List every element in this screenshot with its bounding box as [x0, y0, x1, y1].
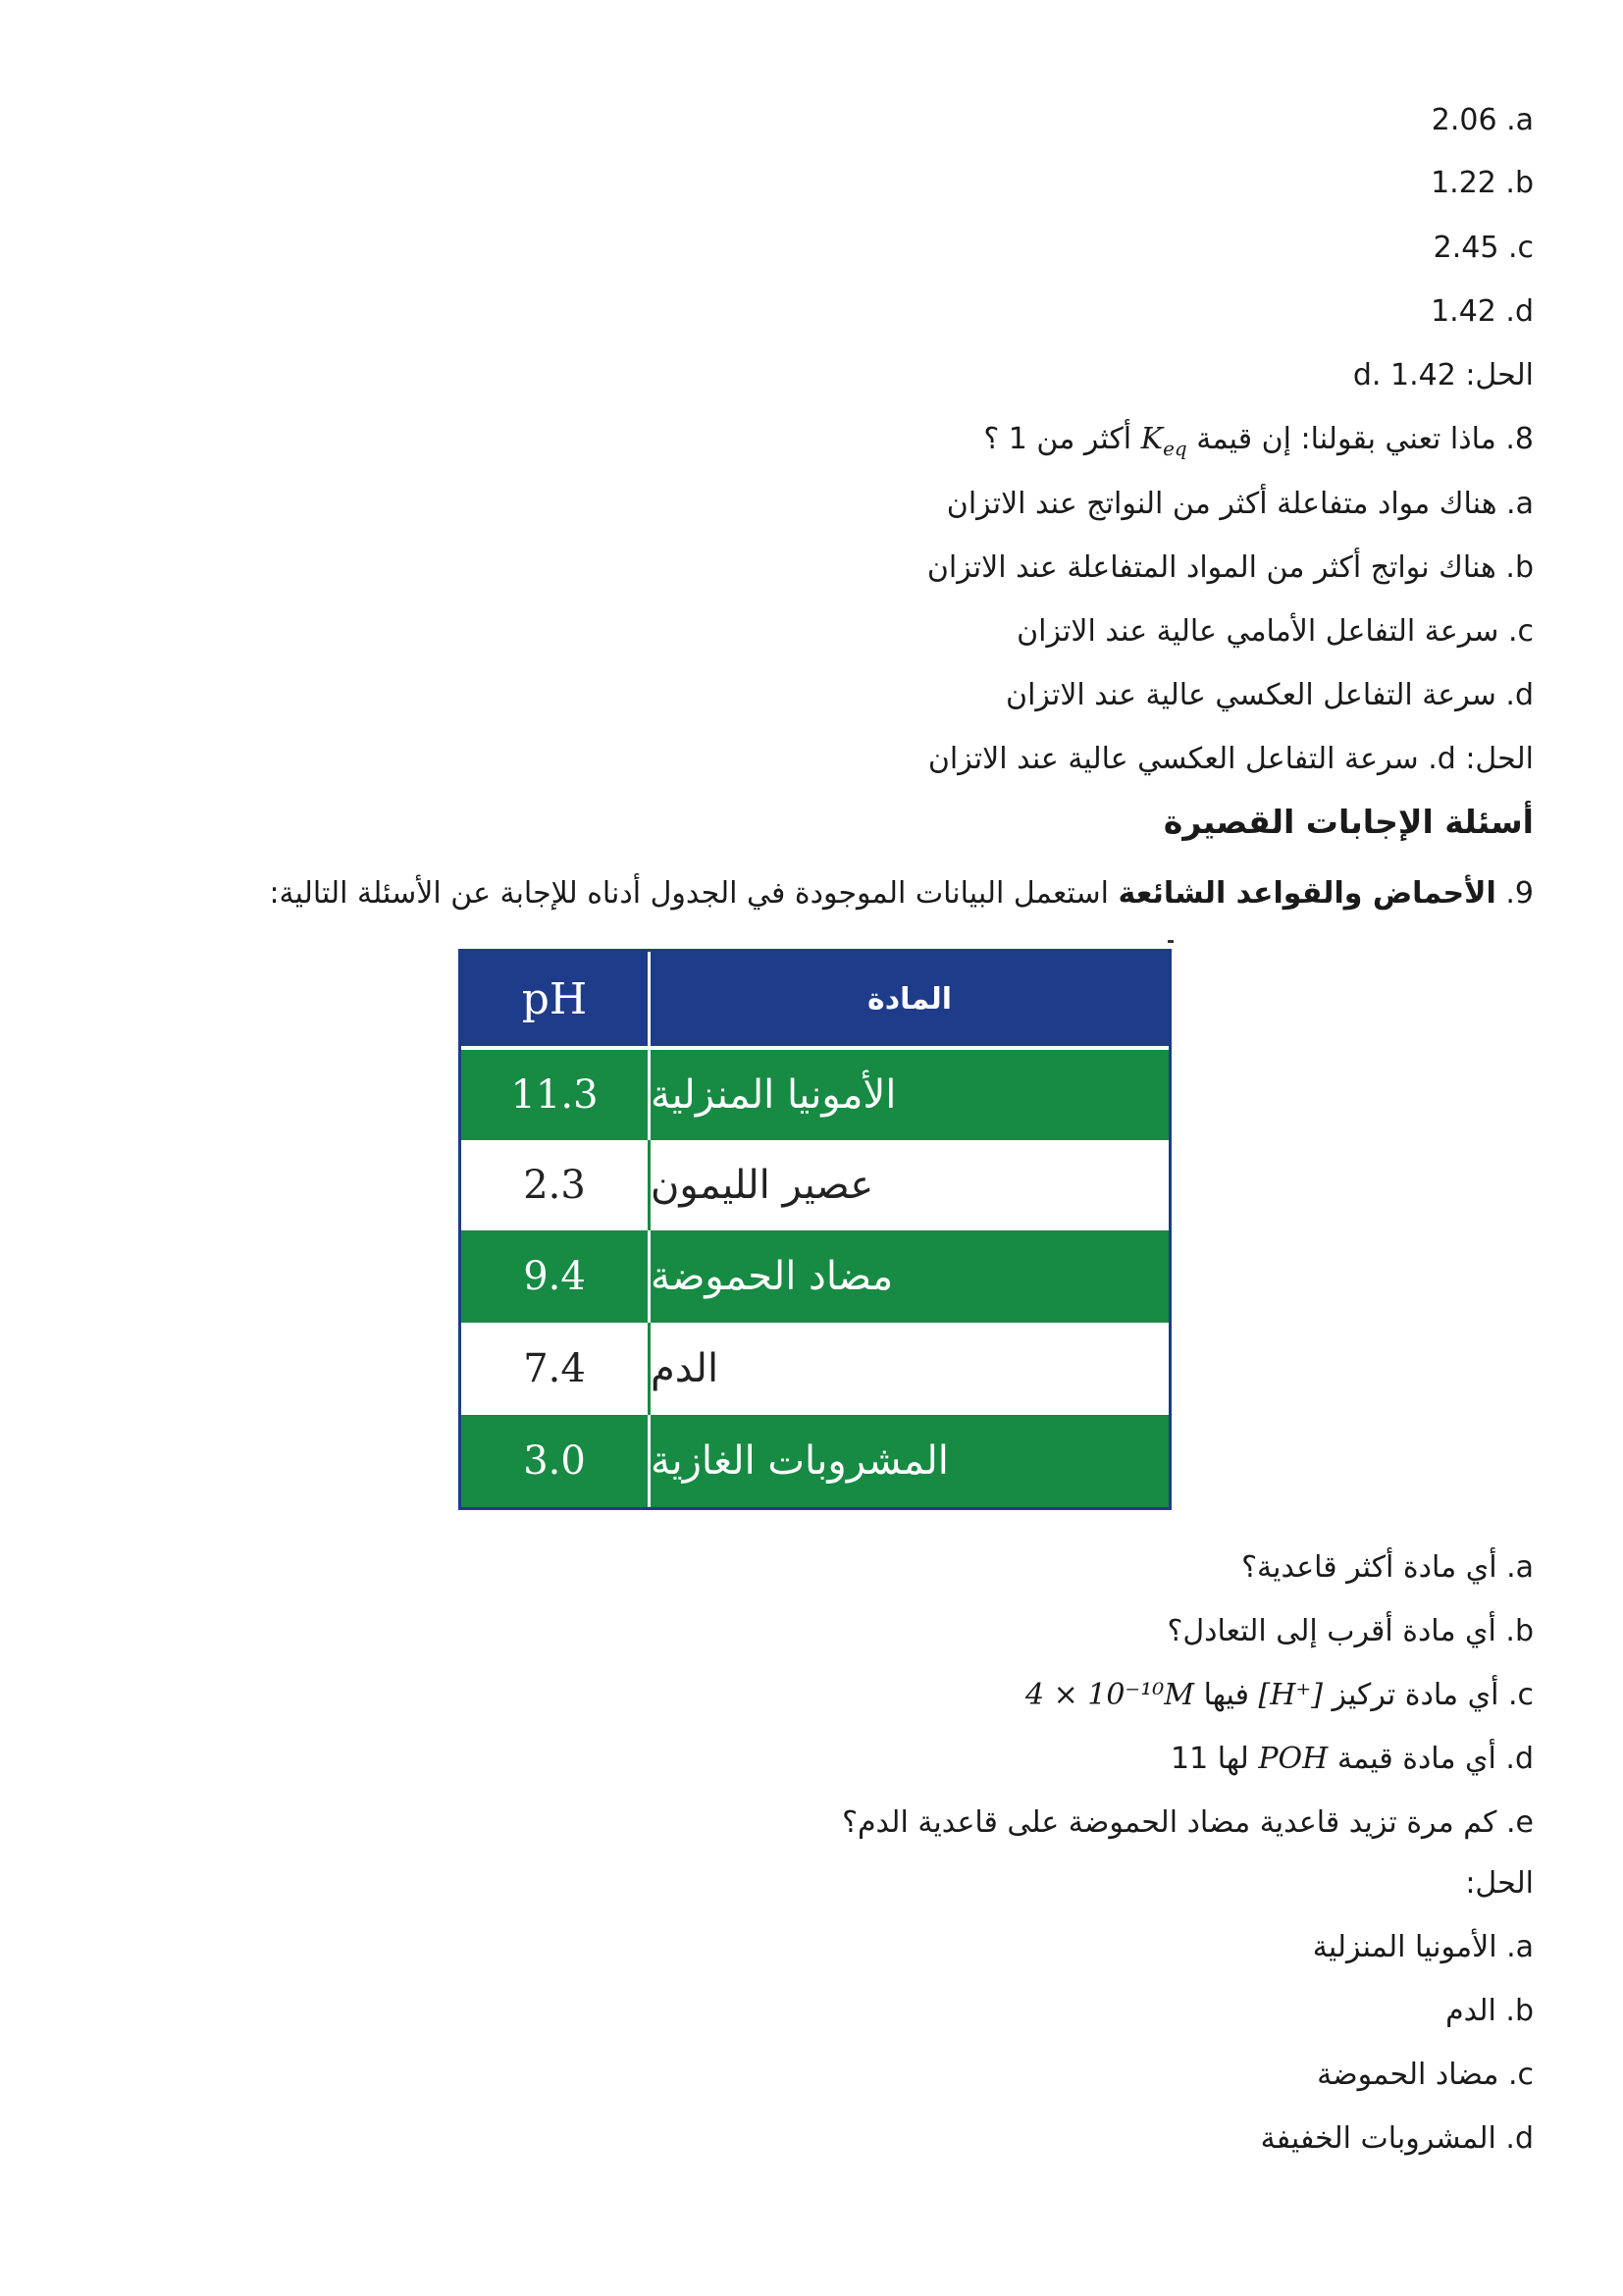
- ph-value: 2.3: [461, 1140, 651, 1230]
- option-line: d. سرعة التفاعل العكسي عالية عند الاتزان: [1006, 678, 1534, 712]
- option-line: a. هناك مواد متفاعلة أكثر من النواتج عند الاتزان: [946, 487, 1534, 521]
- question-part: [1025, 1676, 1534, 1715]
- question-part: e. كم مرة تزيد قاعدية مضاد الحموضة على قاعدية الدم؟: [842, 1805, 1534, 1840]
- part-d-prefix: d. أي مادة قيمة: [1336, 1742, 1534, 1776]
- section-heading: أسئلة الإجابات القصيرة: [1163, 803, 1534, 841]
- question-part: b. أي مادة أقرب إلى التعادل؟: [1167, 1614, 1534, 1648]
- question-8: [983, 420, 1534, 468]
- ph-value: 3.0: [461, 1415, 651, 1507]
- ph-value: 7.4: [461, 1323, 651, 1415]
- table-row: [461, 1323, 1169, 1415]
- option-line: 1.22 .b: [1431, 166, 1534, 200]
- question-part: a. أي مادة أكثر قاعدية؟: [1241, 1550, 1534, 1585]
- concentration-value: 4 × 10⁻¹⁰M: [1024, 1678, 1195, 1712]
- option-line: 2.06 .a: [1431, 103, 1534, 137]
- q9-bold-title: الأحماض والقواعد الشائعة: [1118, 876, 1496, 911]
- part-d-suffix: لها 11: [1170, 1742, 1249, 1776]
- header-ph: pH: [461, 952, 651, 1046]
- option-line: 1.42 .d: [1431, 294, 1534, 329]
- answer-line: c. مضاد الحموضة: [1317, 2058, 1534, 2092]
- table-row: [461, 1140, 1169, 1230]
- table-mark: [1168, 940, 1174, 943]
- solution-line: الحل: d. سرعة التفاعل العكسي عالية عند الاتزان: [927, 742, 1534, 776]
- hydrogen-ion: [H⁺]: [1258, 1678, 1323, 1712]
- option-line: c. سرعة التفاعل الأمامي عالية عند الاتزان: [1017, 614, 1534, 649]
- substance-name: الدم: [651, 1346, 719, 1391]
- substance-name: عصير الليمون: [651, 1163, 874, 1208]
- option-line: b. هناك نواتج أكثر من المواد المتفاعلة عند الاتزان: [926, 550, 1534, 585]
- substance-name: الأمونيا المنزلية: [651, 1072, 897, 1118]
- answer-line: d. المشروبات الخفيفة: [1260, 2121, 1534, 2156]
- substance-name: المشروبات الغازية: [651, 1438, 949, 1484]
- part-c-mid: فيها: [1203, 1678, 1249, 1712]
- table-header: [461, 952, 1169, 1050]
- poh-symbol: POH: [1258, 1742, 1329, 1776]
- q9-text: استعمل البيانات الموجودة في الجدول أدناه للإجابة عن الأسئلة التالية:: [269, 876, 1109, 911]
- question-part: [1171, 1740, 1534, 1779]
- keq-symbol: $K_{eq}$: [1140, 422, 1187, 460]
- solution-line: الحل: 1.42 .d: [1352, 358, 1534, 392]
- answer-line: b. الدم: [1445, 1994, 1534, 2028]
- part-c-prefix: c. أي مادة تركيز: [1332, 1678, 1534, 1712]
- ph-table: [458, 949, 1172, 1510]
- ph-value: 11.3: [461, 1050, 651, 1140]
- solution-label: الحل:: [1465, 1866, 1534, 1901]
- question-9: [269, 874, 1534, 913]
- answer-line: a. الأمونيا المنزلية: [1312, 1930, 1534, 1964]
- q8-prefix: 8. ماذا تعني بقولنا: إن قيمة: [1196, 422, 1534, 456]
- q8-suffix: أكثر من 1 ؟: [983, 422, 1132, 456]
- option-line: 2.45 .c: [1433, 231, 1534, 265]
- table-row: [461, 1230, 1169, 1323]
- q9-number: 9.: [1505, 876, 1534, 911]
- table-row: [461, 1415, 1169, 1507]
- table-row: [461, 1050, 1169, 1140]
- header-substance: المادة: [866, 981, 953, 1017]
- substance-name: مضاد الحموضة: [651, 1254, 894, 1299]
- ph-value: 9.4: [461, 1230, 651, 1323]
